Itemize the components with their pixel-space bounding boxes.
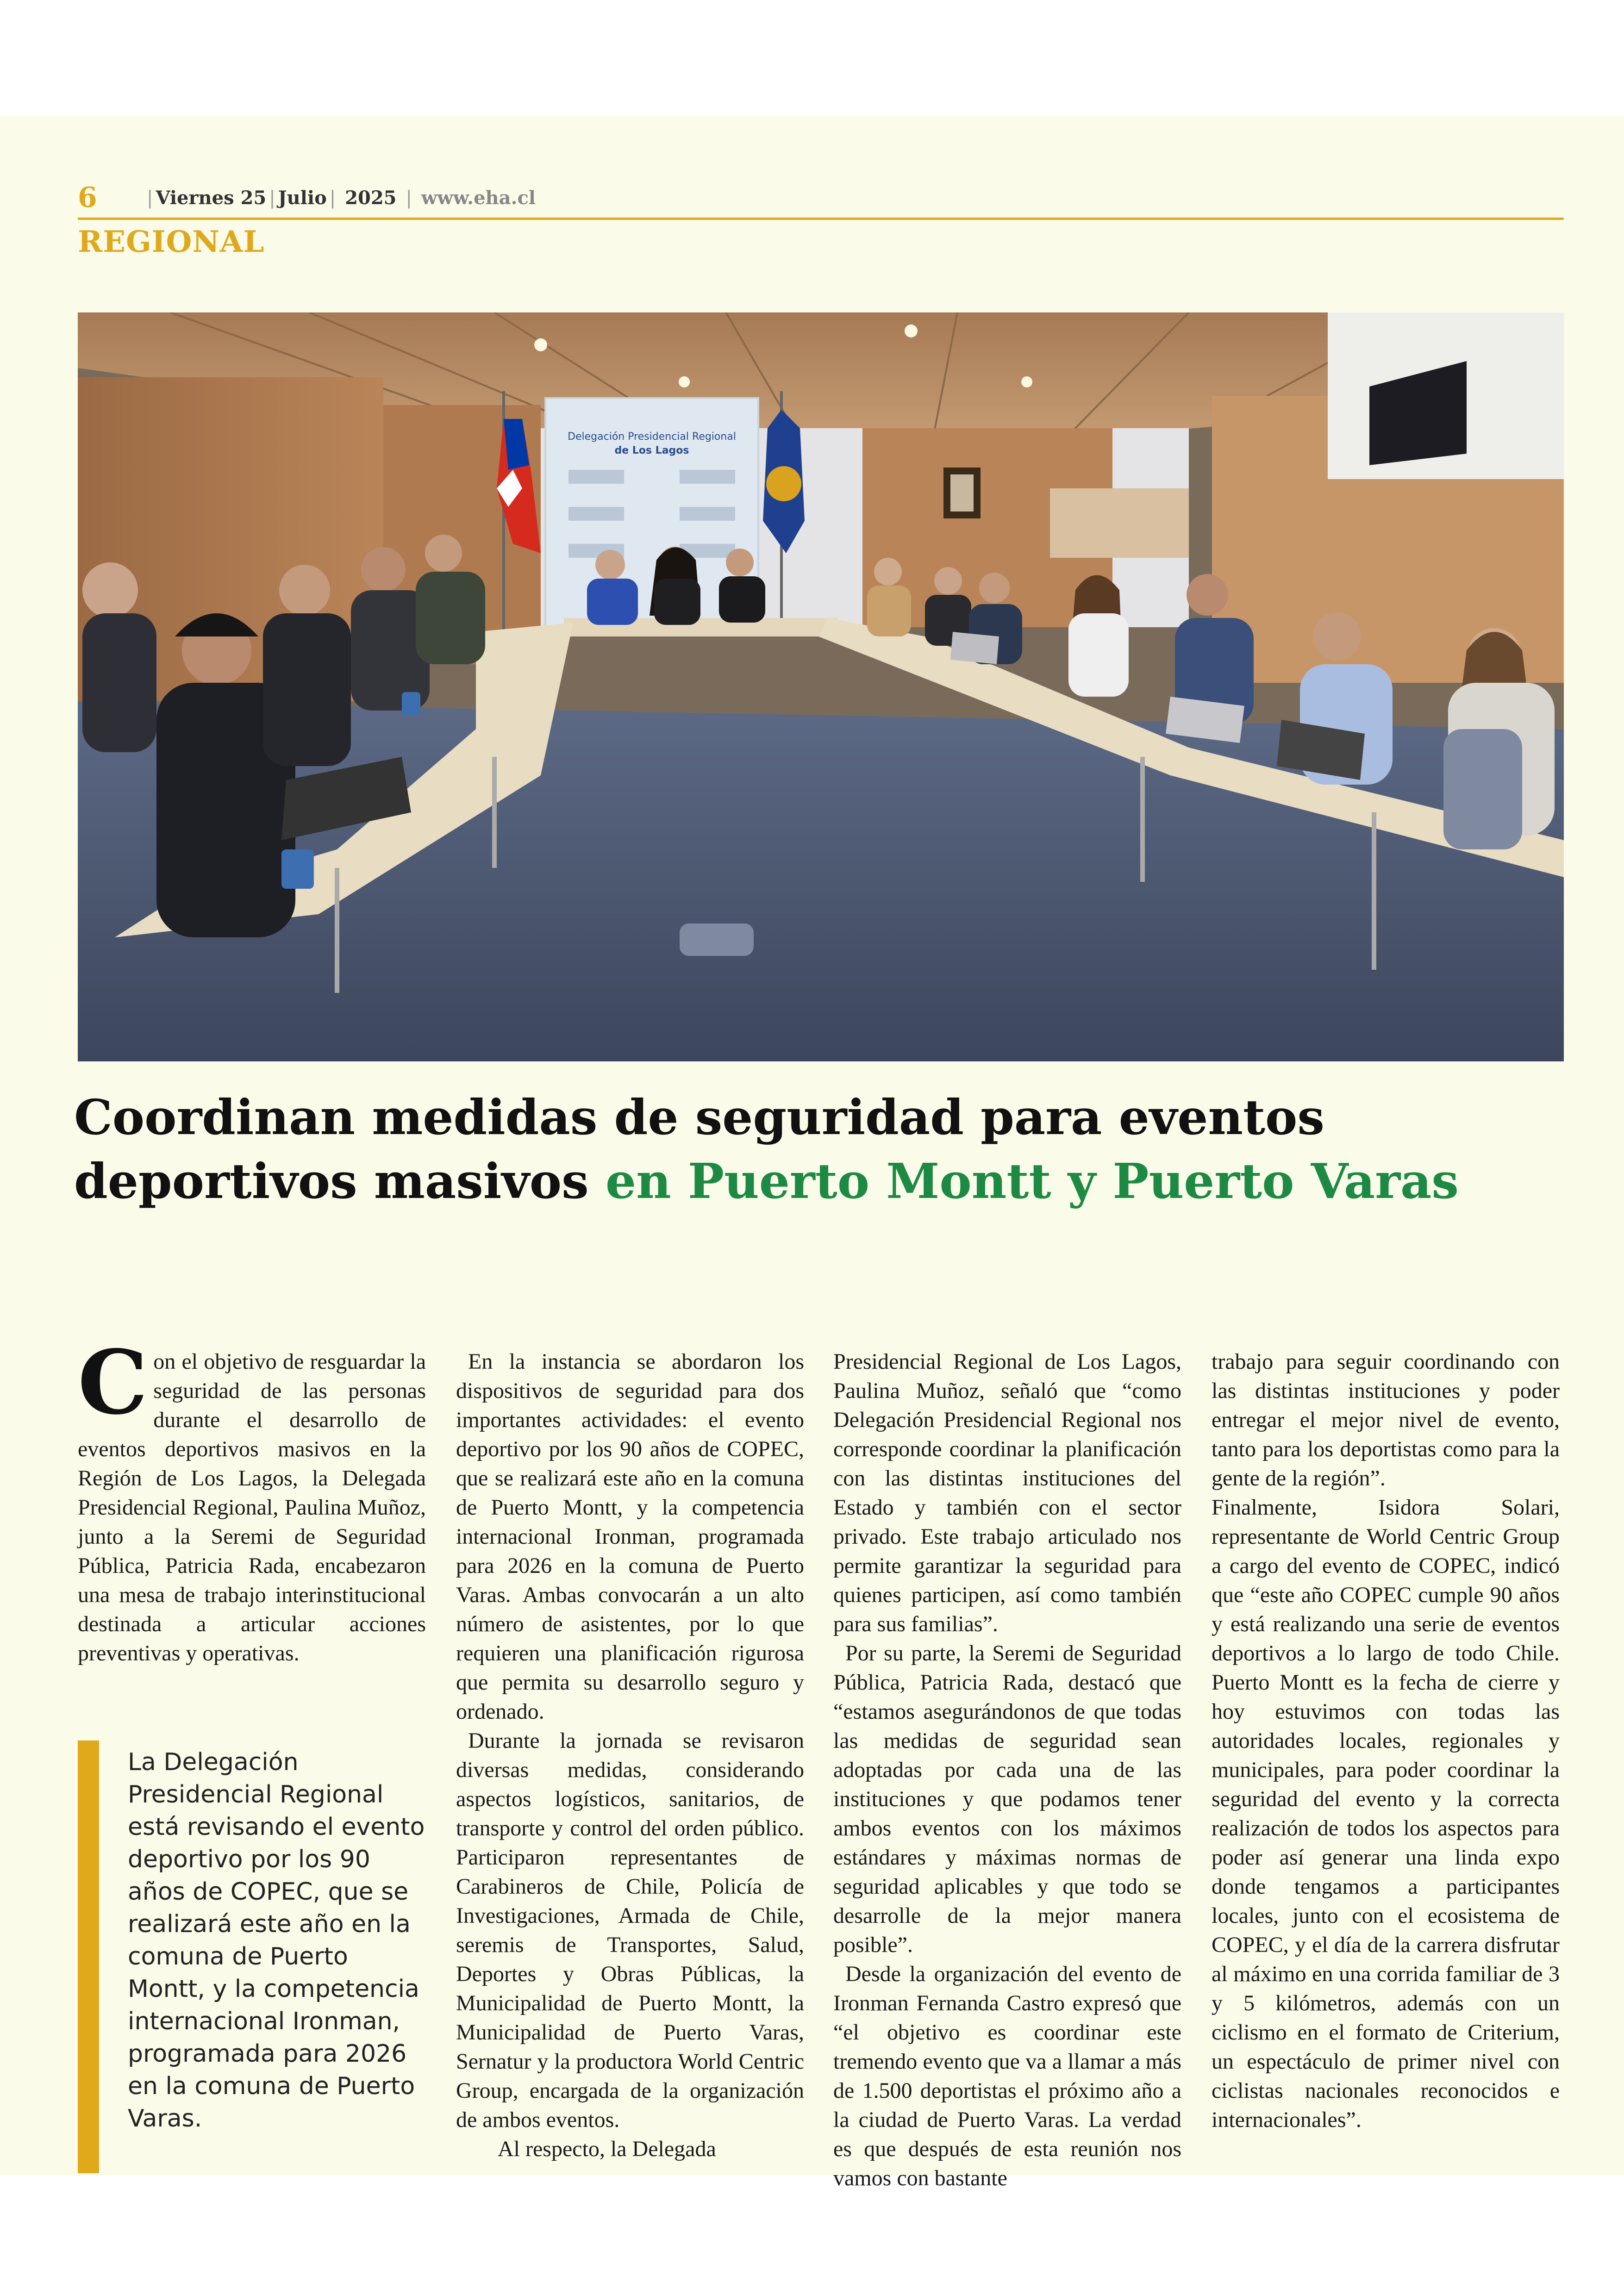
issue-year: 2025 [345, 187, 397, 209]
newspaper-page [0, 116, 1624, 2190]
paragraph: En la instancia se abordaron los dispositivos de seguridad para dos importantes actividades: el evento deportivo por los 90 años de COPEC, que se realizará este año en la comuna de Puerto Montt, y la competencia internacional Ironman, programada para 2026 en la comuna de Puerto Varas. Ambas convocarán a un alto número de asistentes, por lo que requieren una planificación rigurosa que permita su desarrollo seguro y ordenado. [456, 1349, 804, 1724]
pull-quote [78, 1740, 426, 2173]
meeting-photo [78, 312, 1564, 1061]
paragraph: Por su parte, la Seremi de Seguridad Pública, Patricia Rada, destacó que “estamos asegurándonos de que todas las medidas de seguridad sean adoptadas por cada una de las instituciones y que podamos tener ambos eventos con los máximos estándares y máximas normas de seguridad aplicables y que todo se desarrolle de la mejor manera posible”. [833, 1641, 1181, 1957]
paragraph: Desde la organización del evento de Ironman Fernanda Castro expresó que “el objetivo es coordinar este tremendo evento que va a llamar a más de 1.500 deportistas el próximo año a la ciudad de Puerto Varas. La verdad es que después de esta reunión nos vamos con bastante [833, 1962, 1181, 2190]
paragraph: on el objetivo de resguardar la seguridad de las personas durante el desarrollo de eventos deportivos masivos en la Región de Los Lagos, la Delegada Presidencial Regional, Paulina Muñoz, junto a la Seremi de Seguridad Pública, Patricia Rada, encabezaron una mesa de trabajo interinstitucional destinada a articular acciones preventivas y operativas. [78, 1349, 426, 1665]
headline-highlight: en Puerto Montt y Puerto Varas [605, 1153, 1459, 1210]
section-title: REGIONAL [78, 225, 265, 259]
website-link[interactable]: www.eha.cl [421, 187, 536, 209]
issue-month: Julio [278, 187, 327, 209]
page-header [78, 181, 1564, 220]
headline-main: Coordinan medidas de seguridad para eventos deportivos masivos [74, 1089, 1324, 1210]
article-column-2 [456, 1347, 804, 2164]
paragraph: Durante la jornada se revisaron diversas medidas, considerando aspectos logísticos, sanitarios, de transporte y control del orden público. Participaron representantes de Carabineros de Chile, Policía de Investigaciones, Armada de Chile, seremis de Transportes, Salud, Deportes y Obras Públicas, la Municipalidad de Puerto Montt, la Municipalidad de Puerto Varas, Sernatur y la productora World Centric Group, encargada de la organización de ambos eventos. [456, 1728, 804, 2132]
paragraph: Finalmente, Isidora Solari, representante de World Centric Group a cargo del evento de COPEC, indicó que “este año COPEC cumple 90 años y está realizando una serie de eventos deportivos a lo largo de todo Chile. Puerto Montt es la fecha de cierre y hoy estuvimos con todas las autoridades locales, regionales y municipales, para poder coordinar la seguridad del evento y la correcta realización de todos los aspectos para poder así generar una linda expo donde tengamos a participantes locales, junto con el ecosistema de COPEC, y el día de la carrera disfrutar al máximo en una corrida familiar de 3 y 5 kilómetros, además con un ciclismo en el formato de Criterium, un espectáculo de primer nivel con ciclistas nacionales reconocidos e internacionales”. [1212, 1495, 1560, 2132]
pull-quote-text: La Delegación Presidencial Regional está revisando el evento deportivo por los 90 años de COPEC, que se realizará este año en la comuna de Puerto Montt, y la competencia internacional Ironman, programada para 2026 en la comuna de Puerto Varas. [128, 1748, 425, 2133]
issue-date-line: | Viernes 25 | Julio | 2025 | www.eha.cl [147, 187, 536, 209]
paragraph: Al respecto, la Delegada [498, 2137, 716, 2161]
page-number: 6 [78, 181, 97, 214]
drop-cap: C [78, 1331, 148, 1434]
paragraph: trabajo para seguir coordinando con las distintas instituciones y poder entregar el mejor nivel de evento, tanto para los deportistas como para la gente de la región”. [1212, 1349, 1560, 1491]
paragraph: Presidencial Regional de Los Lagos, Paulina Muñoz, señaló que “como Delegación Presidencial Regional nos corresponde coordinar la planificación con las distintas instituciones del Estado y también con el sector privado. Este trabajo articulado nos permite garantizar la seguridad para quienes participen, así como también para sus familias”. [833, 1349, 1181, 1636]
banner-line-1: Delegación Presidencial Regional [568, 431, 736, 443]
article-column-3 [833, 1347, 1181, 2193]
article-column-1 [78, 1331, 426, 1668]
article-headline [74, 1085, 1583, 1213]
issue-day: Viernes 25 [156, 187, 267, 209]
article-column-4 [1212, 1347, 1560, 2134]
banner-line-2: de Los Lagos [614, 445, 689, 456]
